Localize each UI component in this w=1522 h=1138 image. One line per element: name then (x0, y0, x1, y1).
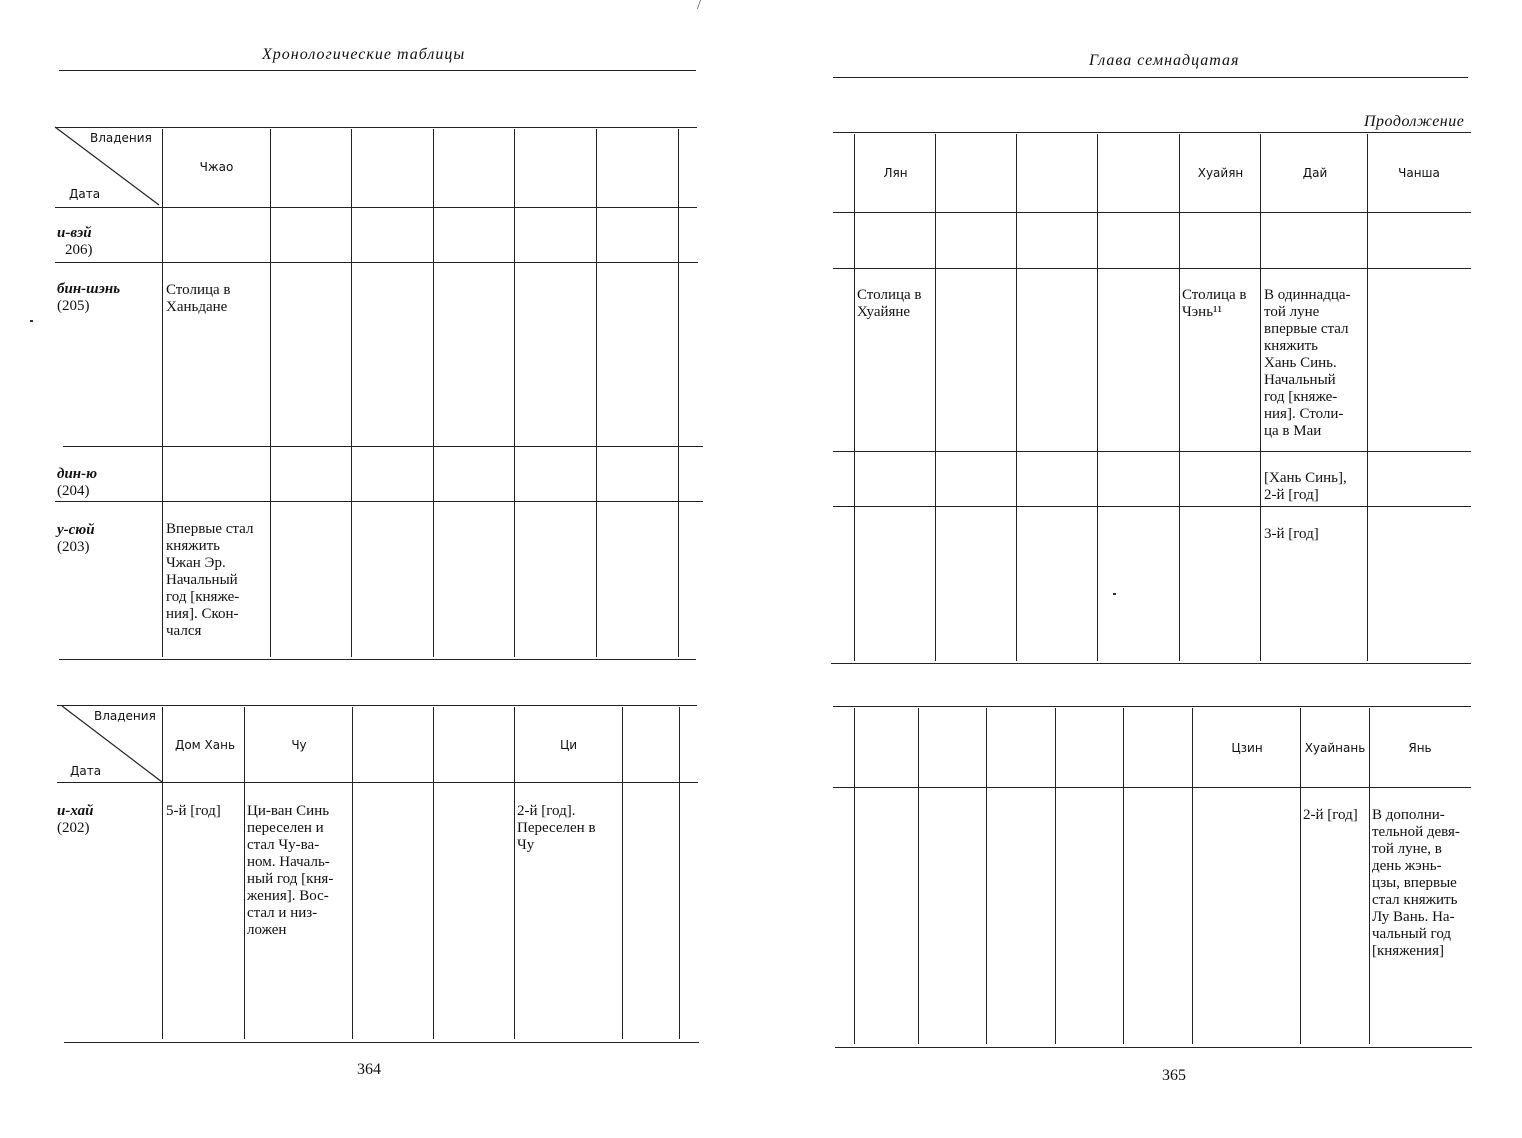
cell-dom-han: 5-й [год] (166, 803, 221, 819)
row-rule (833, 268, 1471, 269)
head-rule (59, 70, 696, 71)
col-divider (244, 707, 245, 1039)
col-divider (433, 129, 434, 657)
running-head: Хронологические таблицы (262, 46, 466, 63)
cell-zhao: Столица в Ханьдане (166, 282, 231, 315)
col-divider (1192, 708, 1193, 1044)
corner-label-date: Дата (69, 187, 101, 201)
cell-yan: В дополни- тельной девя- той луне, в день жэнь- цзы, впервые стал княжить Лу Вань. На- чальный год [княжения] (1372, 807, 1460, 959)
date-row (57, 803, 93, 837)
date-row (57, 522, 95, 556)
page-number: 365 (1162, 1067, 1186, 1084)
col-divider (678, 129, 679, 657)
header-bottom-rule (833, 787, 1471, 788)
era-name: дин-ю (57, 466, 98, 482)
row-rule (833, 451, 1471, 452)
col-header-huaiyang: Хуайян (1197, 166, 1244, 180)
col-divider (1300, 708, 1301, 1044)
table-top-rule (833, 706, 1471, 707)
col-divider (679, 707, 680, 1039)
col-divider (854, 708, 855, 1044)
table-bottom-rule (835, 1047, 1472, 1048)
col-header-liang: Лян (883, 166, 908, 180)
row-rule (833, 506, 1471, 507)
col-divider (1123, 708, 1124, 1044)
col-divider (854, 134, 855, 661)
cell-qi: 2-й [год]. Переселен в Чу (517, 803, 596, 853)
col-header-yan: Янь (1408, 741, 1432, 755)
corner-label-holdings: Владения (94, 709, 156, 723)
date-row (57, 466, 97, 500)
year: (205) (57, 298, 90, 314)
col-header-dom-han: Дом Хань (174, 738, 236, 752)
table-bottom-rule (831, 663, 1471, 664)
col-header-jing: Цзин (1231, 741, 1263, 755)
col-divider (918, 708, 919, 1044)
col-divider (1097, 134, 1098, 661)
col-divider (351, 129, 352, 657)
col-header-huainan: Хуайнань (1304, 741, 1366, 755)
row-rule (55, 501, 703, 502)
header-bottom-rule (55, 207, 697, 208)
col-divider (1179, 134, 1180, 661)
right-page (760, 0, 1522, 1138)
col-divider (935, 134, 936, 661)
col-divider (514, 129, 515, 657)
col-divider (1260, 134, 1261, 661)
cell-huaiyang: Столица в Чэнь¹¹ (1182, 287, 1247, 320)
stray-mark (30, 320, 33, 322)
corner-label-holdings: Владения (90, 131, 152, 145)
col-header-zhao: Чжао (199, 160, 234, 174)
year: 206) (65, 242, 93, 258)
era-name: у-сюй (57, 522, 95, 538)
cell-dai: В одиннадца- той луне впервые стал княжить Хань Синь. Начальный год [княже- ния]. Столи- ца в Маи (1264, 287, 1351, 439)
era-name: бин-шэнь (57, 281, 121, 297)
col-divider (986, 708, 987, 1044)
col-header-changsha: Чанша (1398, 166, 1440, 180)
cell-chu: Ци-ван Синь переселен и стал Чу-ва- ном. Началь- ный год [кня- жения]. Вос- стал и низ- ложен (247, 803, 334, 938)
col-divider (162, 707, 163, 1039)
col-divider (162, 129, 163, 657)
cell-dai: 3-й [год] (1264, 526, 1319, 542)
col-header-qi: Ци (559, 738, 578, 752)
page-number: 364 (357, 1061, 381, 1078)
date-row (57, 281, 120, 315)
col-header-dai: Дай (1302, 166, 1328, 180)
year: (202) (57, 820, 90, 836)
cell-dai: [Хань Синь], 2-й [год] (1264, 470, 1347, 503)
era-name: и-хай (57, 803, 94, 819)
corner-label-date: Дата (70, 764, 102, 778)
col-divider (1016, 134, 1017, 661)
head-rule (833, 77, 1468, 78)
col-divider (1055, 708, 1056, 1044)
table-bottom-rule (64, 1042, 699, 1043)
stray-mark (1113, 593, 1116, 595)
cell-liang: Столица в Хуайяне (857, 287, 922, 320)
continuation-label: Продолжение (1364, 113, 1465, 130)
cell-huainan: 2-й [год] (1303, 807, 1358, 823)
col-divider (622, 707, 623, 1039)
col-divider (433, 707, 434, 1039)
col-divider (514, 707, 515, 1039)
year: (203) (57, 539, 90, 555)
stray-mark: / (697, 0, 701, 13)
table-top-rule (833, 132, 1471, 133)
row-rule (55, 262, 698, 263)
cell-zhao: Впервые стал княжить Чжан Эр. Начальный год [княже- ния]. Скон- чался (166, 521, 254, 639)
year: (204) (57, 483, 90, 499)
left-page (0, 0, 760, 1138)
date-row (57, 225, 93, 259)
col-divider (596, 129, 597, 657)
col-header-chu: Чу (291, 738, 307, 752)
running-head: Глава семнадцатая (1089, 52, 1240, 69)
header-bottom-rule (833, 212, 1471, 213)
col-divider (1369, 708, 1370, 1044)
table-bottom-rule (59, 659, 696, 660)
row-rule (63, 446, 703, 447)
era-name: и-вэй (57, 225, 92, 241)
